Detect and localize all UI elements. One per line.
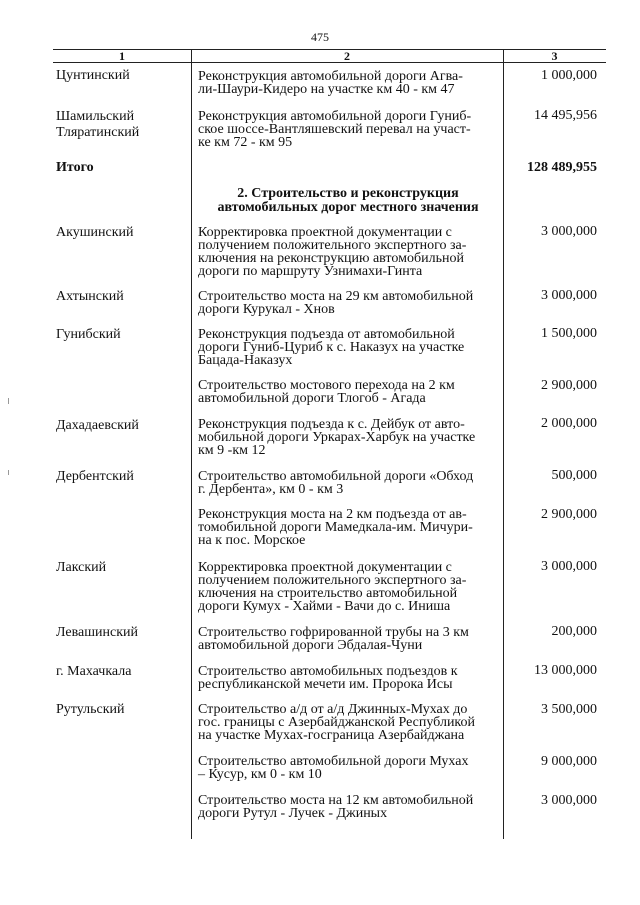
district-name: Дербентский bbox=[56, 469, 134, 484]
project-description: Реконструкция автомобильной дороги Агва- ли-Шаури-Кидеро на участке км 40 - км 47 bbox=[198, 69, 463, 97]
page-number: 475 bbox=[311, 30, 329, 44]
amount: 9 000,000 bbox=[541, 754, 597, 769]
amount: 200,000 bbox=[551, 624, 597, 639]
amount: 3 000,000 bbox=[541, 288, 597, 303]
amount: 1 500,000 bbox=[541, 326, 597, 341]
amount: 2 900,000 bbox=[541, 378, 597, 393]
total-amount: 128 489,955 bbox=[527, 160, 597, 175]
project-description: Строительство гофрированной трубы на 3 км автомобильной дороги Эбдалая-Чуни bbox=[198, 625, 469, 653]
scan-speck bbox=[8, 398, 9, 404]
total-label: Итого bbox=[56, 160, 94, 175]
scan-speck bbox=[8, 470, 9, 475]
district-name: Левашинский bbox=[56, 625, 139, 640]
project-description: Строительство автомобильных подъездов к республиканской мечети им. Пророка Исы bbox=[198, 664, 458, 692]
column-divider-1 bbox=[191, 49, 192, 839]
amount: 1 000,000 bbox=[541, 68, 597, 83]
amount: 13 000,000 bbox=[534, 663, 597, 678]
district-name: Акушинский bbox=[56, 225, 134, 240]
amount: 3 000,000 bbox=[541, 793, 597, 808]
district-name: Цунтинский bbox=[56, 68, 130, 83]
column-header-2: 2 bbox=[344, 49, 350, 63]
project-description: Реконструкция автомобильной дороги Гуниб- ское шоссе-Вантляшевский перевал на участ- ке км 72 - км 95 bbox=[198, 109, 472, 150]
project-description: Строительство моста на 29 км автомобильной дороги Курукал - Хнов bbox=[198, 289, 474, 317]
column-header-3: 3 bbox=[551, 49, 558, 63]
project-description: Строительство автомобильной дороги Мухах – Кусур, км 0 - км 10 bbox=[198, 754, 469, 782]
district-name: Дахадаевский bbox=[56, 418, 139, 433]
district-name: Лакский bbox=[56, 560, 107, 575]
district-name: Ахтынский bbox=[56, 289, 124, 304]
amount: 3 000,000 bbox=[541, 559, 597, 574]
district-name: Шамильский Тляратинский bbox=[56, 109, 140, 140]
project-description: Строительство моста на 12 км автомобильной дороги Рутул - Лучек - Джиных bbox=[198, 793, 474, 821]
project-description: Строительство мостового перехода на 2 км автомобильной дороги Тлогоб - Агада bbox=[198, 378, 455, 406]
amount: 3 500,000 bbox=[541, 702, 597, 717]
table-header-rule bbox=[53, 62, 606, 63]
district-name: Гунибский bbox=[56, 327, 121, 342]
amount: 2 900,000 bbox=[541, 507, 597, 522]
amount: 3 000,000 bbox=[541, 224, 597, 239]
project-description: Строительство автомобильной дороги «Обход г. Дербента», км 0 - км 3 bbox=[198, 469, 474, 497]
column-header-1: 1 bbox=[119, 49, 125, 63]
district-name: Рутульский bbox=[56, 702, 125, 717]
project-description: Корректировка проектной документации с получением положительного экспертного за- ключения на строительство автомобильной дороги Кумух - Хайми - Вачи до с. Иниша bbox=[198, 560, 467, 614]
project-description: Реконструкция подъезда от автомобильной дороги Гуниб-Цуриб к с. Наказух на участке Бацада-Наказух bbox=[198, 327, 465, 368]
amount: 14 495,956 bbox=[534, 108, 597, 123]
project-description: Реконструкция подъезда к с. Дейбук от авто- мобильной дороги Уркарах-Харбук на участке км 9 -км 12 bbox=[198, 417, 476, 458]
project-description: Строительство а/д от а/д Джинных-Мухах до гос. границы с Азербайджанской Республикой на участке Мухах-госграница Азербайджана bbox=[198, 702, 476, 743]
amount: 2 000,000 bbox=[541, 416, 597, 431]
project-description: Корректировка проектной документации с получением положительного экспертного за- ключения на реконструкцию автомобильной дороги по маршруту Узнимахи-Гинта bbox=[198, 225, 467, 279]
district-name: г. Махачкала bbox=[56, 664, 132, 679]
amount: 500,000 bbox=[551, 468, 597, 483]
project-description: Реконструкция моста на 2 км подъезда от ав- томобильной дороги Мамедкала-им. Мичури- на к пос. Морское bbox=[198, 507, 473, 548]
section-heading: 2. Строительство и реконструкция автомобильных дорог местного значения bbox=[217, 186, 479, 215]
